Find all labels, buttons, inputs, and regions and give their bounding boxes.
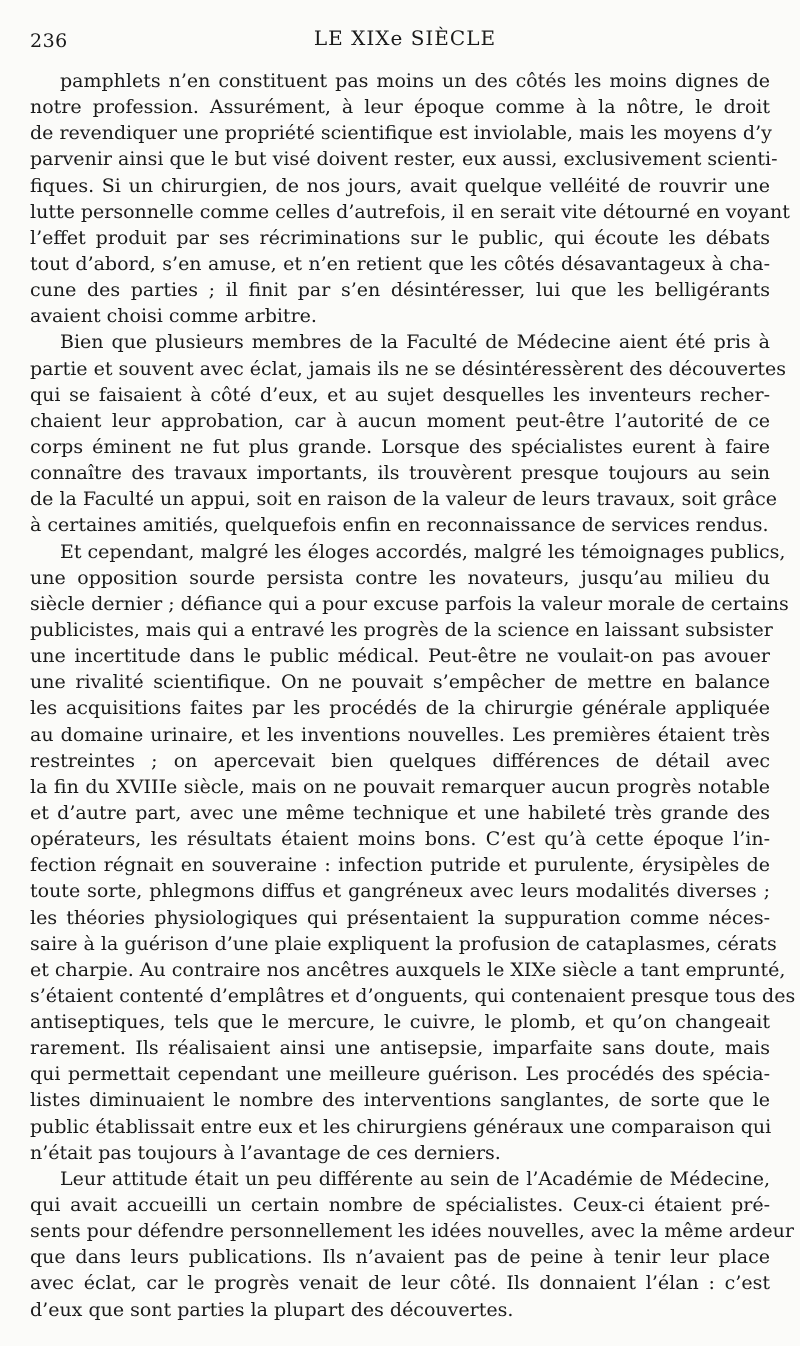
running-header xyxy=(30,22,780,52)
text-line: d’eux que sont parties la plupart des découvertes. xyxy=(30,1298,514,1321)
paragraph xyxy=(30,68,790,329)
text-line: toute sorte, phlegmons diffus et gangréneux avec leurs modalités diverses ; xyxy=(30,880,770,903)
text-line: opérateurs, les résultats étaient moins bons. C’est qu’à cette époque l’in- xyxy=(30,828,770,851)
text-line: n’était pas toujours à l’avantage de ces derniers. xyxy=(30,1141,501,1164)
text-line: de revendiquer une propriété scientifique est inviolable, mais les moyens d’y xyxy=(30,122,772,145)
text-line: l’effet produit par ses récriminations sur le public, qui écoute les débats xyxy=(30,226,770,249)
text-line: et d’autre part, avec une même technique et une habileté très grande des xyxy=(30,801,770,824)
text-line: Et cependant, malgré les éloges accordés, malgré les témoignages publics, xyxy=(60,540,786,563)
paragraph xyxy=(30,1166,794,1323)
text-line: partie et souvent avec éclat, jamais ils ne se désintéressèrent des découvertes xyxy=(30,357,786,380)
text-line: corps éminent ne fut plus grande. Lorsque des spécialistes eurent à faire xyxy=(30,435,770,458)
text-line: Bien que plusieurs membres de la Faculté de Médecine aient été pris à xyxy=(60,331,770,354)
text-line: cune des parties ; il finit par s’en désintéresser, lui que les belligérants xyxy=(30,279,770,302)
text-line: les théories physiologiques qui présentaient la suppuration comme néces- xyxy=(30,906,770,929)
text-line: chaient leur approbation, car à aucun moment peut-être l’autorité de ce xyxy=(30,409,770,432)
running-title: LE XIXe SIÈCLE xyxy=(313,26,497,50)
text-line: restreintes ; on apercevait bien quelques différences de détail avec xyxy=(30,749,770,772)
text-line: une rivalité scientifique. On ne pouvait s’empêcher de mettre en balance xyxy=(30,671,770,694)
text-line: lutte personnelle comme celles d’autrefois, il en serait vite détourné en voyant xyxy=(30,200,790,223)
text-line: publicistes, mais qui a entravé les progrès de la science en laissant subsister xyxy=(30,618,773,641)
text-line: une incertitude dans le public médical. Peut-être ne voulait-on pas avouer xyxy=(30,645,770,668)
text-line: saire à la guérison d’une plaie expliquent la profusion de cataplasmes, cérats xyxy=(30,932,777,955)
text-line: notre profession. Assurément, à leur époque comme à la nôtre, le droit xyxy=(30,96,770,119)
text-line: siècle dernier ; défiance qui a pour excuse parfois la valeur morale de certains xyxy=(30,592,789,615)
text-line: rarement. Ils réalisaient ainsi une antisepsie, imparfaite sans doute, mais xyxy=(30,1037,770,1060)
text-line: connaître des travaux importants, ils trouvèrent presque toujours au sein xyxy=(30,462,770,485)
text-line: listes diminuaient le nombre des interventions sanglantes, de sorte que le xyxy=(30,1089,770,1112)
text-line: avaient choisi comme arbitre. xyxy=(30,305,317,328)
body-text xyxy=(30,68,796,1323)
text-line: s’étaient contenté d’emplâtres et d’onguents, qui contenaient presque tous des xyxy=(30,984,796,1007)
text-line: sents pour défendre personnellement les idées nouvelles, avec la même ardeur xyxy=(30,1220,794,1243)
paragraph xyxy=(30,329,786,538)
text-line: antiseptiques, tels que le mercure, le cuivre, le plomb, et qu’on changeait xyxy=(30,1011,770,1034)
text-line: de la Faculté un appui, soit en raison de la valeur de leurs travaux, soit grâce xyxy=(30,488,778,511)
text-line: une opposition sourde persista contre les novateurs, jusqu’au milieu du xyxy=(30,566,770,589)
text-line: à certaines amitiés, quelquefois enfin en reconnaissance de services rendus. xyxy=(30,514,769,537)
text-line: pamphlets n’en constituent pas moins un des côtés les moins dignes de xyxy=(60,70,770,92)
text-line: public établissait entre eux et les chirurgiens généraux une comparaison qui xyxy=(30,1115,772,1138)
text-line: et charpie. Au contraire nos ancêtres auxquels le XIXe siècle a tant emprunté, xyxy=(30,958,786,981)
text-line: les acquisitions faites par les procédés de la chirurgie générale appliquée xyxy=(30,697,770,720)
text-line: qui se faisaient à côté d’eux, et au sujet desquelles les inventeurs recher- xyxy=(30,383,770,406)
text-line: qui permettait cependant une meilleure guérison. Les procédés des spécia- xyxy=(30,1063,770,1086)
text-line: que dans leurs publications. Ils n’avaient pas de peine à tenir leur place xyxy=(30,1246,770,1269)
text-line: la fin du XVIIIe siècle, mais on ne pouvait remarquer aucun progrès notable xyxy=(30,775,770,798)
paragraph xyxy=(30,539,796,1166)
text-line: fection régnait en souveraine : infection putride et purulente, érysipèles de xyxy=(30,854,770,877)
text-line: parvenir ainsi que le but visé doivent rester, eux aussi, exclusivement scienti- xyxy=(30,148,778,171)
text-line: Leur attitude était un peu différente au sein de l’Académie de Médecine, xyxy=(60,1167,770,1190)
text-line: qui avait accueilli un certain nombre de spécialistes. Ceux-ci étaient pré- xyxy=(30,1194,770,1217)
text-line: tout d’abord, s’en amuse, et n’en retient que les côtés désavantageux à cha- xyxy=(30,252,770,275)
text-line: avec éclat, car le progrès venait de leur côté. Ils donnaient l’élan : c’est xyxy=(30,1272,770,1295)
text-line: au domaine urinaire, et les inventions nouvelles. Les premières étaient très xyxy=(30,723,770,746)
text-line: fiques. Si un chirurgien, de nos jours, avait quelque velléité de rouvrir une xyxy=(30,174,770,197)
page-number: 236 xyxy=(30,30,68,52)
